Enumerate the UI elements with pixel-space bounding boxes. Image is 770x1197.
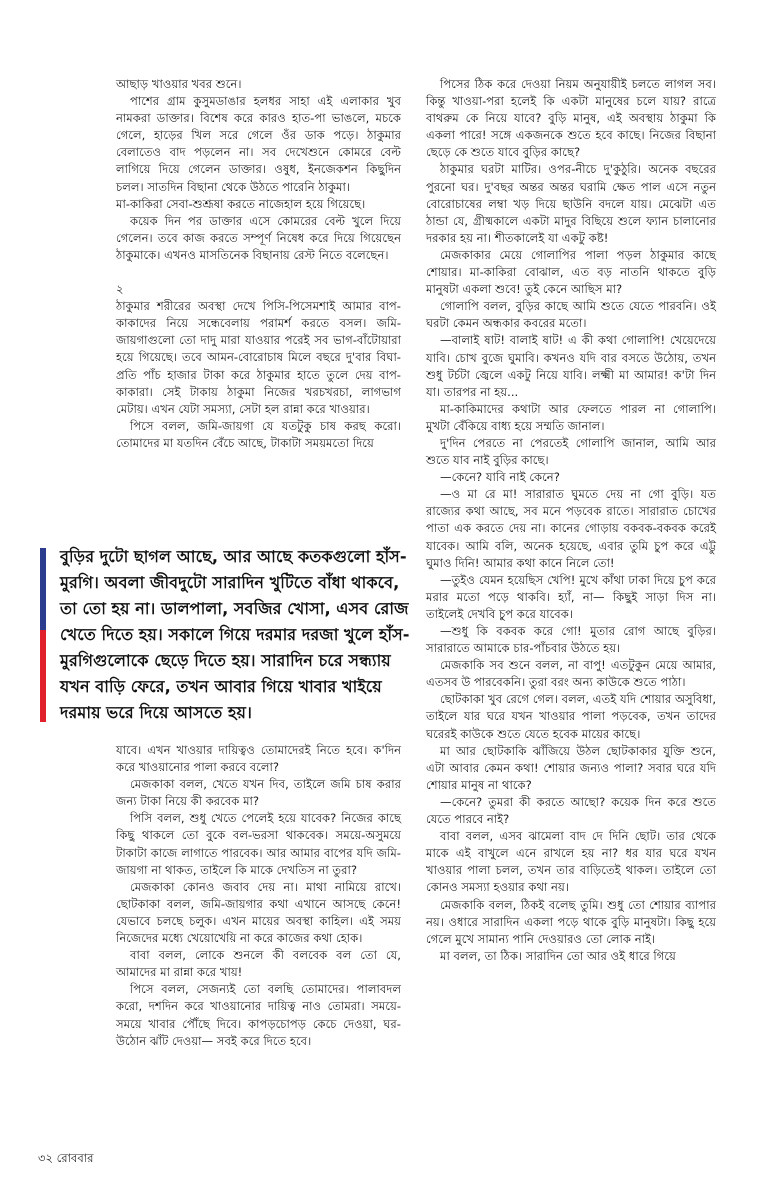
paragraph: —শুধু কি বকবক করে গো! মুতার রোগ আছে বুড়ির। সারারাতে আমাকে চার-পাঁচবার উঠতে হয়। — [426, 624, 716, 656]
left-column-text — [116, 76, 401, 452]
pullquote-bar-red — [40, 630, 46, 722]
paragraph: কয়েক দিন পর ডাক্তার এসে কোমরের বেল্ট খুলে দিয়ে গেলেন। তবে কাজ করতে সম্পূর্ণ নিষেধ করে দিয়ে গিয়েছেন ঠাকুমাকে। এখনও মাসতিনেক বিছানায় রেস্ট নিতে বলেছেন। — [116, 213, 401, 262]
paragraph: মা বলল, তা ঠিক। সারাদিন তো আর ওই ধারে গিয়ে — [440, 948, 676, 963]
paragraph: বাবা বলল, লোকে শুনলে কী বলবেক বল তো যে, আমাদের মা রান্না করে খায়! — [116, 948, 401, 980]
paragraph: পিসি বলল, শুধু খেতে পেলেই হয়ে যাবেক? নিজের কাছে কিছু থাকলে তো বুকে বল-ভরসা থাকবেক। সময়ে-অসুময়ে টাকাটা কাজে লাগাতে পারবেক। আর আমার বাপের যদি জমি-জায়গা না থাকত, তাইলে কি মাকে দেখতিস না তুরা? — [116, 811, 401, 877]
paragraph: পিসের ঠিক করে দেওয়া নিয়ম অনুযায়ীই চলতে লাগল সব। কিন্তু খাওয়া-পরা হলেই কি একটা মানুষের চলে যায়? রাত্রে বাথরুম কে নিয়ে যাবে? বুড়ি মানুষ, এই অবস্থায় ঠাকুমা কি একলা পারে! সঙ্গে একজনকে শুতে হবে কাছে। নিজের বিছানা ছেড়ে কে শুতে যাবে বুড়ির কাছে? — [426, 77, 716, 160]
paragraph: —বালাই ষাট! বালাই ষাট! এ কী কথা গোলাপি! খেয়েদেয়ে যাবি। চোখ বুজে ঘুমাবি। কখনও যদি বার বসতে উঠোয়, তখন শুধু টর্চটা জ্বেলে একটু নিয়ে যাবি। লক্ষ্মী মা আমার! ক'টা দিন যা। তারপর না হয়... — [426, 333, 716, 399]
lower-left-column-text — [116, 742, 401, 1050]
paragraph: মা-কাকিরা সেবা-শুশ্রূষা করতে নাজেহাল হয়ে গিয়েছে। — [116, 196, 366, 211]
paragraph — [116, 264, 401, 281]
paragraph: গোলাপি বলল, বুড়ির কাছে আমি শুতে যেতে পারবনি। ওই ঘরটা কেমন অন্ধকার কবরের মতো। — [426, 299, 716, 331]
paragraph: —কেনে? যাবি নাই কেনে? — [440, 470, 560, 485]
paragraph: পিসে বলল, জমি-জায়গা যে যতটুকু চাষ করছ করো। তোমাদের মা যতদিন বেঁচে আছে, টাকাটা সময়মতো দিয়ে — [116, 418, 401, 450]
paragraph: —তুইও যেমন হয়েছিস খেপি! মুখে কাঁথা ঢাকা দিয়ে চুপ করে মরার মতো পড়ে থাকবি। হ্যাঁ, না— কিছুই সাড়া দিস না। তাইলেই দেখবি চুপ করে যাবেক। — [426, 572, 716, 621]
right-column-text — [426, 76, 716, 965]
paragraph: যাবে। এখন খাওয়ার দায়িত্বও তোমাদেরই নিতে হবে। ক'দিন করে খাওয়ানোর পালা করবে বলো? — [116, 743, 401, 775]
paragraph: পাশের গ্রাম কুসুমডাঙার হলধর সাহা এই এলাকার খুব নামকরা ডাক্তার। বিশেষ করে কারও হাত-পা ভাঙলে, মচকে গেলে, হাড়ের খিল সরে গেলে ওঁর ডাক পড়ে। ঠাকুমার বেলাতেও বাদ পড়লেন না। সব দেখেশুনে কোমরে বেল্ট লাগিয়ে দিয়ে গেলেন ডাক্তার। ওষুধ, ইনজেকশন কিছুদিন চলল। সাতদিন বিছানা থেকে উঠতে পারেনি ঠাকুমা। — [116, 94, 401, 194]
paragraph: পিসে বলল, সেজন্যই তো বলছি তোমাদের। পালাবদল করো, দশদিন করে খাওয়ানোর দায়িত্ব নাও তোমরা। সময়ে-সময়ে খাবার পৌঁছে দিবে। কাপড়চোপড় কেচে দেওয়া, ঘর-উঠোন ঝাঁট দেওয়া— সবই করে দিতে হবে। — [116, 982, 401, 1048]
paragraph: —ও মা রে মা! সারারাত ঘুমতে দেয় না গো বুড়ি। যত রাজ্যের কথা আছে, সব মনে পড়বেক রাতে। সারারাত চোখের পাতা এক করতে দেয় না। কানের গোড়ায় বকবক-বকবক করেই যাবেক। আমি বলি, অনেক হয়েছে, এবার তুমি চুপ করে এট্টু ঘুমাও দিনি! আমার কথা কানে নিলে তো! — [426, 487, 716, 570]
page-folio: ৩২ রোববার — [38, 1151, 94, 1165]
pullquote-bar-blue — [40, 548, 46, 630]
paragraph: মা আর ছোটকাকি ঝাঁজিয়ে উঠল ছোটকাকার যুক্তি শুনে, এটা আবার কেমন কথা! শোয়ার জন্যও পালা? সবার ঘরে যদি শোয়ার মানুষ না থাকে? — [426, 743, 716, 792]
paragraph: ঠাকুমার শরীরের অবস্থা দেখে পিসি-পিসেমশাই আমার বাপ-কাকাদের নিয়ে সন্ধেবেলায় পরামর্শ করতে বসল। জমি-জায়গাগুলো তো দাদু মারা যাওয়ার পরেই সব ভাগ-বাঁটোয়ারা হয়ে গিয়েছে। তবে আমন-বোরোচাষ মিলে বছরে দু'বার বিঘা-প্রতি পাঁচ হাজার টাকা করে ঠাকুমার হাতে তুলে দেয় বাপ-কাকারা। সেই টাকায় ঠাকুমা নিজের খরচখরচা, লাগভাগ মেটায়। এখন যেটা সমস্যা, সেটা হল রান্না করে খাওয়ার। — [116, 299, 401, 416]
paragraph: মা-কাকিমাদের কথাটা আর ফেলতে পারল না গোলাপি। মুখটা বেঁকিয়ে বাধ্য হয়ে সম্মতি জানাল। — [426, 401, 716, 433]
paragraph: —কেনে? তুমরা কী করতে আছো? কয়েক দিন করে শুতে যেতে পারবে নাই? — [426, 794, 716, 827]
paragraph: ২ — [116, 282, 124, 297]
paragraph: আছাড় খাওয়ার খবর শুনে। — [116, 77, 242, 91]
pull-quote: বুড়ির দুটো ছাগল আছে, আর আছে কতকগুলো হাঁস-মুরগি। অবলা জীবদুটো সারাদিন খুটিতে বাঁধা থাকবে, তা তো হয় না। ডালপালা, সবজির খোসা, এসব রোজ খেতে দিতে হয়। সকালে গিয়ে দরমার দরজা খুলে হাঁস-মুরগিগুলোকে ছেড়ে দিতে হয়। সারাদিন চরে সন্ধ্যায় যখন বাড়ি ফেরে, তখন আবার গিয়ে খাবার খাইয়ে দরমায় ভরে দিয়ে আসতে হয়। — [60, 547, 410, 722]
paragraph: বাবা বলল, এসব ঝামেলা বাদ দে দিনি ছোট। তার থেকে মাকে এই বাখুলে এনে রাখলে হয় না? ধর যার ঘরে যখন খাওয়ার পালা চলল, তখন তার বাড়িতেই থাকল। তাইলে তো কোনও সমস্যা হওয়ার কথা নয়। — [426, 829, 716, 895]
paragraph: ছোটকাকা খুব রেগে গেল। বলল, এতই যদি শোয়ার অসুবিধা, তাইলে যার ঘরে যখন খাওয়ার পালা পড়বেক, তখন তাদের ঘরেরই কাউকে শুতে যেতে হবেক মায়ের কাছে। — [426, 692, 716, 741]
paragraph: মেজকাকা কোনও জবাব দেয় না। মাথা নামিয়ে রাখে। ছোটকাকা বলল, জমি-জায়গার কথা এখানে আসছে কেনে! যেভাবে চলছে চলুক। এখন মায়ের অবস্থা কাহিল। এই সময় নিজেদের মধ্যে খেয়োখেয়ি না করে কাজের কথা হোক। — [116, 879, 401, 946]
paragraph: মেজকাকি বলল, ঠিকই বলেছ তুমি। শুধু তো শোয়ার ব্যাপার নয়। ওধারে সারাদিন একলা পড়ে থাকে বুড়ি মানুষটা। কিছু হয়ে গেলে মুখে সামান্য পানি দেওয়ারও তো লোক নাই। — [426, 897, 716, 946]
paragraph: মেজকাকার মেয়ে গোলাপির পালা পড়ল ঠাকুমার কাছে শোয়ার। মা-কাকিরা বোঝাল, এত বড় নাতনি থাকতে বুড়ি মানুষটা একলা শুবে! তুই কেনে আছিস মা? — [426, 247, 716, 297]
paragraph: মেজকাকা বলল, খেতে যখন দিব, তাইলে জমি চাষ করার জন্য টাকা নিয়ে কী করবেক মা? — [116, 777, 401, 809]
paragraph: মেজকাকি সব শুনে বলল, না বাপু! এতটুকুন মেয়ে আমার, এতসব উ পারবেকনি। তুরা বরং অন্য কাউকে শুতে পাঠা। — [426, 658, 716, 690]
paragraph: দু'দিন পেরতে না পেরতেই গোলাপি জানাল, আমি আর শুতে যাব নাই বুড়ির কাছে। — [426, 435, 716, 468]
paragraph: ঠাকুমার ঘরটা মাটির। ওপর-নীচে দু'কুঠুরি। অনেক বছরের পুরনো ঘর। দু'বছর অন্তর অন্তর ঘরামি ক্ষেত পাল এসে নতুন বোরোচাষের লম্বা খড় দিয়ে ছাউনি বদলে যায়। মেঝেটা এত ঠান্ডা যে, গ্রীষ্মকালে একটা মাদুর বিছিয়ে শুলে ফ্যান চালানোর দরকার হয় না। শীতকালেই যা একটু কষ্ট! — [426, 162, 716, 245]
